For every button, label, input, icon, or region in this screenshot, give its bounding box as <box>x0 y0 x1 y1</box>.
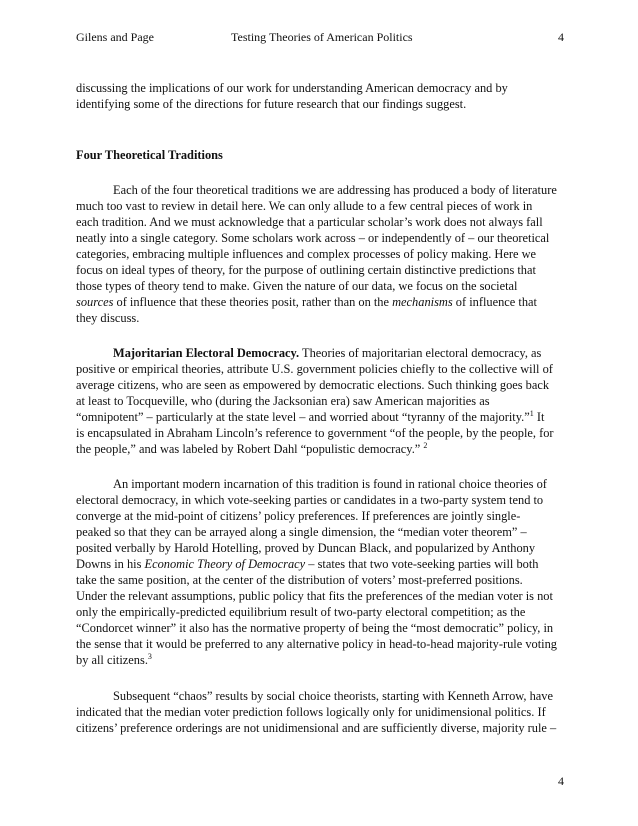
header-authors: Gilens and Page <box>76 30 154 44</box>
text-line: discussing the implications of our work for understanding American democracy and by <box>76 81 508 95</box>
text-span: “omnipotent” – particularly at the state level – and worried about “tyranny of the majority.” <box>76 410 530 424</box>
text-line: peaked so that they can be arrayed along a single dimension, the “median voter theorem” – <box>76 525 527 539</box>
text-line <box>76 294 537 310</box>
text-span: Theories of majoritarian electoral democracy, as <box>299 346 542 360</box>
footnote-marker: 3 <box>147 652 152 661</box>
text-line: posited verbally by Harold Hotelling, proved by Duncan Black, and popularized by Anthony <box>76 541 536 555</box>
header-title: Testing Theories of American Politics <box>231 30 413 44</box>
text-line: only the empirically-predicted equilibrium result of two-party electoral competition; as the <box>76 605 526 619</box>
run-in-heading: Majoritarian Electoral Democracy. <box>113 346 300 360</box>
text-line: take the same position, at the center of the distribution of voters’ most-preferred positions. <box>76 573 523 587</box>
text-line: is encapsulated in Abraham Lincoln’s reference to government “of the people, by the people, for <box>76 426 554 440</box>
text-line: An important modern incarnation of this tradition is found in rational choice theories of <box>113 477 547 491</box>
text-line: Each of the four theoretical traditions we are addressing has produced a body of literature <box>113 183 557 197</box>
text-line: much too vast to review in detail here. We can only allude to a few central pieces of work in <box>76 199 533 213</box>
text-line: electoral democracy, in which vote-seeking parties or candidates in a two-party system tend to <box>76 493 544 507</box>
text-line <box>76 556 539 572</box>
text-line <box>113 345 541 361</box>
book-title: Economic Theory of Democracy <box>144 557 306 571</box>
emphasis: sources <box>76 295 114 309</box>
text-line: indicated that the median voter prediction follows logically only for unidimensional politics. If <box>76 705 546 719</box>
text-line: citizens’ preference orderings are not unidimensional and are sufficiently diverse, majority rule – <box>76 721 557 735</box>
section-heading: Four Theoretical Traditions <box>76 148 223 162</box>
text-span: of influence that <box>452 295 537 309</box>
text-line: each tradition. And we must acknowledge that a particular scholar’s work does not always fall <box>76 215 543 229</box>
header-page-number: 4 <box>558 30 564 44</box>
text-line: neatly into a single category. Some scholars work across – or independently of – our theoretical <box>76 231 550 245</box>
running-header <box>76 30 564 46</box>
text-line <box>76 409 544 425</box>
footnote-marker: 1 <box>529 409 534 418</box>
text-line <box>76 652 152 668</box>
text-span: It <box>533 410 545 424</box>
text-line: Under the relevant assumptions, public policy that fits the preferences of the median voter is not <box>76 589 553 603</box>
text-line <box>76 441 427 457</box>
text-line: average citizens, who are seen as empowered by democratic elections. Such thinking goes back <box>76 378 550 392</box>
text-line: categories, embracing multiple influences and complex processes of policy making. Here we <box>76 247 537 261</box>
footer-page-number: 4 <box>558 774 564 788</box>
text-line: at least to Tocqueville, who (during the Jacksonian era) saw American majorities as <box>76 394 490 408</box>
text-line: focus on ideal types of theory, for the purpose of outlining certain distinctive predictions that <box>76 263 536 277</box>
text-span: Downs in his <box>76 557 145 571</box>
text-line: positive or empirical theories, attribute U.S. government policies chiefly to the collective will of <box>76 362 553 376</box>
text-span: the people,” and was labeled by Robert Dahl “populistic democracy.” <box>76 442 424 456</box>
text-line: “Condorcet winner” it also has the normative property of being the “most democratic” policy, in <box>76 621 554 635</box>
emphasis: mechanisms <box>392 295 453 309</box>
text-span: of influence that these theories posit, rather than on the <box>113 295 393 309</box>
text-line: they discuss. <box>76 311 140 325</box>
text-line: those types of theory tend to make. Given the nature of our data, we focus on the societal <box>76 279 518 293</box>
text-line: the sense that it would be preferred to any alternative policy in head-to-head majority-rule voting <box>76 637 558 651</box>
text-line: converge at the mid-point of citizens’ policy preferences. If preferences are jointly single- <box>76 509 521 523</box>
text-span: by all citizens. <box>76 653 148 667</box>
text-span: – states that two vote-seeking parties will both <box>305 557 539 571</box>
text-line: identifying some of the directions for future research that our findings suggest. <box>76 97 467 111</box>
footnote-marker: 2 <box>423 441 428 450</box>
text-line: Subsequent “chaos” results by social choice theorists, starting with Kenneth Arrow, have <box>113 689 553 703</box>
